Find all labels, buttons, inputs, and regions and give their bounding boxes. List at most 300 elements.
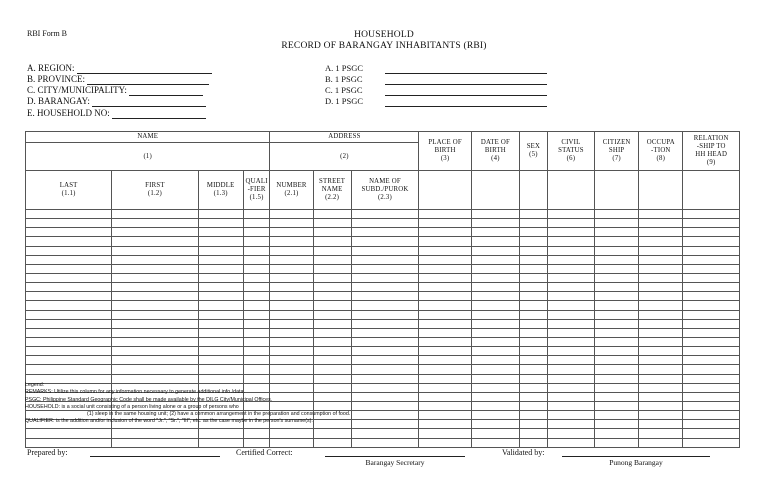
table-cell[interactable]	[419, 264, 471, 273]
table-cell[interactable]	[471, 347, 519, 356]
table-cell[interactable]	[270, 337, 313, 346]
table-cell[interactable]	[270, 237, 313, 246]
table-cell[interactable]	[243, 337, 270, 346]
table-cell[interactable]	[471, 301, 519, 310]
table-cell[interactable]	[471, 401, 519, 410]
table-cell[interactable]	[270, 264, 313, 273]
table-cell[interactable]	[270, 310, 313, 319]
table-cell[interactable]	[198, 210, 243, 219]
table-cell[interactable]	[639, 264, 683, 273]
table-cell[interactable]	[419, 301, 471, 310]
table-cell[interactable]	[595, 429, 639, 438]
table-cell[interactable]	[270, 255, 313, 264]
table-cell[interactable]	[243, 273, 270, 282]
table-cell[interactable]	[595, 365, 639, 374]
barangay-psgc-field[interactable]	[325, 96, 547, 107]
table-cell[interactable]	[639, 219, 683, 228]
table-cell[interactable]	[270, 347, 313, 356]
table-cell[interactable]	[520, 237, 548, 246]
table-cell[interactable]	[520, 411, 548, 420]
table-cell[interactable]	[313, 210, 351, 219]
table-cell[interactable]	[419, 374, 471, 383]
table-cell[interactable]	[471, 411, 519, 420]
table-cell[interactable]	[26, 310, 112, 319]
table-cell[interactable]	[683, 429, 740, 438]
table-cell[interactable]	[270, 356, 313, 365]
table-cell[interactable]	[243, 219, 270, 228]
table-cell[interactable]	[471, 283, 519, 292]
table-cell[interactable]	[595, 411, 639, 420]
table-cell[interactable]	[351, 429, 419, 438]
table-cell[interactable]	[351, 310, 419, 319]
table-cell[interactable]	[112, 228, 198, 237]
table-cell[interactable]	[26, 246, 112, 255]
table-cell[interactable]	[520, 328, 548, 337]
table-cell[interactable]	[683, 356, 740, 365]
table-cell[interactable]	[683, 237, 740, 246]
table-cell[interactable]	[595, 210, 639, 219]
table-cell[interactable]	[112, 319, 198, 328]
table-cell[interactable]	[471, 356, 519, 365]
table-cell[interactable]	[198, 301, 243, 310]
table-cell[interactable]	[520, 301, 548, 310]
table-cell[interactable]	[683, 438, 740, 447]
table-cell[interactable]	[683, 292, 740, 301]
table-cell[interactable]	[243, 301, 270, 310]
region-field[interactable]	[27, 63, 212, 74]
table-cell[interactable]	[520, 429, 548, 438]
table-cell[interactable]	[595, 401, 639, 410]
table-cell[interactable]	[520, 255, 548, 264]
table-cell[interactable]	[595, 337, 639, 346]
table-cell[interactable]	[471, 374, 519, 383]
table-cell[interactable]	[683, 310, 740, 319]
table-cell[interactable]	[313, 301, 351, 310]
table-cell[interactable]	[419, 365, 471, 374]
table-cell[interactable]	[243, 356, 270, 365]
table-cell[interactable]	[547, 264, 594, 273]
table-cell[interactable]	[547, 219, 594, 228]
table-cell[interactable]	[313, 246, 351, 255]
table-cell[interactable]	[419, 411, 471, 420]
table-cell[interactable]	[351, 383, 419, 392]
table-cell[interactable]	[270, 328, 313, 337]
table-cell[interactable]	[639, 210, 683, 219]
table-cell[interactable]	[351, 301, 419, 310]
table-cell[interactable]	[112, 273, 198, 282]
table-cell[interactable]	[547, 429, 594, 438]
table-cell[interactable]	[112, 356, 198, 365]
table-cell[interactable]	[595, 356, 639, 365]
table-cell[interactable]	[639, 292, 683, 301]
table-cell[interactable]	[639, 429, 683, 438]
table-cell[interactable]	[351, 374, 419, 383]
table-cell[interactable]	[683, 347, 740, 356]
table-cell[interactable]	[112, 301, 198, 310]
table-cell[interactable]	[683, 420, 740, 429]
table-cell[interactable]	[471, 429, 519, 438]
table-cell[interactable]	[26, 292, 112, 301]
table-cell[interactable]	[243, 347, 270, 356]
table-cell[interactable]	[419, 337, 471, 346]
table-cell[interactable]	[419, 392, 471, 401]
table-cell[interactable]	[351, 420, 419, 429]
table-cell[interactable]	[471, 365, 519, 374]
table-cell[interactable]	[639, 392, 683, 401]
table-cell[interactable]	[313, 319, 351, 328]
table-cell[interactable]	[351, 392, 419, 401]
table-cell[interactable]	[547, 301, 594, 310]
table-cell[interactable]	[198, 310, 243, 319]
table-cell[interactable]	[419, 228, 471, 237]
table-cell[interactable]	[520, 374, 548, 383]
table-cell[interactable]	[471, 420, 519, 429]
table-cell[interactable]	[198, 273, 243, 282]
table-cell[interactable]	[26, 301, 112, 310]
table-cell[interactable]	[313, 283, 351, 292]
table-cell[interactable]	[270, 438, 313, 447]
table-cell[interactable]	[547, 420, 594, 429]
table-cell[interactable]	[520, 264, 548, 273]
table-cell[interactable]	[419, 273, 471, 282]
table-cell[interactable]	[547, 255, 594, 264]
table-cell[interactable]	[683, 365, 740, 374]
table-cell[interactable]	[112, 246, 198, 255]
table-cell[interactable]	[313, 264, 351, 273]
table-cell[interactable]	[419, 237, 471, 246]
table-cell[interactable]	[547, 374, 594, 383]
table-cell[interactable]	[112, 219, 198, 228]
table-cell[interactable]	[351, 328, 419, 337]
table-cell[interactable]	[595, 392, 639, 401]
table-cell[interactable]	[112, 347, 198, 356]
table-cell[interactable]	[547, 383, 594, 392]
table-cell[interactable]	[547, 273, 594, 282]
table-cell[interactable]	[595, 328, 639, 337]
table-cell[interactable]	[520, 401, 548, 410]
table-cell[interactable]	[639, 420, 683, 429]
table-cell[interactable]	[595, 374, 639, 383]
table-cell[interactable]	[471, 273, 519, 282]
table-cell[interactable]	[471, 255, 519, 264]
table-cell[interactable]	[243, 429, 270, 438]
table-cell[interactable]	[520, 337, 548, 346]
table-cell[interactable]	[471, 219, 519, 228]
certified-correct-line[interactable]	[325, 455, 465, 457]
table-cell[interactable]	[26, 273, 112, 282]
table-cell[interactable]	[547, 292, 594, 301]
table-cell[interactable]	[520, 319, 548, 328]
table-cell[interactable]	[683, 219, 740, 228]
city-municipality-field[interactable]	[27, 85, 203, 96]
table-cell[interactable]	[683, 301, 740, 310]
table-cell[interactable]	[520, 365, 548, 374]
table-cell[interactable]	[419, 429, 471, 438]
table-cell[interactable]	[243, 319, 270, 328]
region-psgc-field[interactable]	[325, 63, 547, 74]
table-cell[interactable]	[351, 219, 419, 228]
table-cell[interactable]	[313, 255, 351, 264]
table-cell[interactable]	[595, 264, 639, 273]
table-cell[interactable]	[639, 401, 683, 410]
table-cell[interactable]	[683, 283, 740, 292]
table-cell[interactable]	[198, 319, 243, 328]
table-cell[interactable]	[198, 228, 243, 237]
table-cell[interactable]	[683, 374, 740, 383]
table-cell[interactable]	[198, 438, 243, 447]
table-cell[interactable]	[520, 392, 548, 401]
table-cell[interactable]	[639, 301, 683, 310]
table-cell[interactable]	[639, 347, 683, 356]
table-cell[interactable]	[639, 356, 683, 365]
table-cell[interactable]	[683, 392, 740, 401]
table-cell[interactable]	[595, 292, 639, 301]
table-cell[interactable]	[270, 365, 313, 374]
table-cell[interactable]	[26, 429, 112, 438]
table-cell[interactable]	[26, 219, 112, 228]
table-cell[interactable]	[471, 210, 519, 219]
table-cell[interactable]	[419, 319, 471, 328]
table-cell[interactable]	[419, 219, 471, 228]
table-cell[interactable]	[198, 264, 243, 273]
table-cell[interactable]	[639, 383, 683, 392]
table-cell[interactable]	[198, 328, 243, 337]
table-cell[interactable]	[351, 264, 419, 273]
table-cell[interactable]	[198, 255, 243, 264]
table-cell[interactable]	[313, 310, 351, 319]
table-cell[interactable]	[595, 255, 639, 264]
table-cell[interactable]	[26, 365, 112, 374]
table-cell[interactable]	[313, 429, 351, 438]
table-cell[interactable]	[471, 328, 519, 337]
table-cell[interactable]	[198, 347, 243, 356]
table-cell[interactable]	[26, 264, 112, 273]
table-cell[interactable]	[313, 356, 351, 365]
table-cell[interactable]	[683, 319, 740, 328]
table-cell[interactable]	[547, 347, 594, 356]
table-cell[interactable]	[198, 246, 243, 255]
table-cell[interactable]	[520, 383, 548, 392]
table-cell[interactable]	[683, 273, 740, 282]
table-cell[interactable]	[595, 237, 639, 246]
table-cell[interactable]	[683, 328, 740, 337]
prepared-by-line[interactable]	[90, 455, 220, 457]
table-cell[interactable]	[595, 246, 639, 255]
table-cell[interactable]	[351, 237, 419, 246]
table-cell[interactable]	[26, 438, 112, 447]
table-cell[interactable]	[243, 210, 270, 219]
table-cell[interactable]	[26, 255, 112, 264]
table-cell[interactable]	[471, 310, 519, 319]
table-cell[interactable]	[520, 347, 548, 356]
table-cell[interactable]	[243, 283, 270, 292]
table-cell[interactable]	[112, 438, 198, 447]
table-cell[interactable]	[683, 210, 740, 219]
table-cell[interactable]	[471, 264, 519, 273]
table-cell[interactable]	[471, 392, 519, 401]
table-cell[interactable]	[198, 283, 243, 292]
table-cell[interactable]	[595, 301, 639, 310]
table-cell[interactable]	[639, 273, 683, 282]
table-cell[interactable]	[595, 273, 639, 282]
table-cell[interactable]	[270, 301, 313, 310]
table-cell[interactable]	[547, 283, 594, 292]
table-cell[interactable]	[351, 347, 419, 356]
table-cell[interactable]	[639, 237, 683, 246]
table-cell[interactable]	[112, 365, 198, 374]
table-cell[interactable]	[112, 337, 198, 346]
table-cell[interactable]	[112, 255, 198, 264]
table-cell[interactable]	[547, 310, 594, 319]
table-cell[interactable]	[520, 420, 548, 429]
table-cell[interactable]	[243, 246, 270, 255]
table-cell[interactable]	[313, 228, 351, 237]
table-cell[interactable]	[243, 310, 270, 319]
table-cell[interactable]	[595, 310, 639, 319]
table-cell[interactable]	[471, 292, 519, 301]
table-cell[interactable]	[26, 319, 112, 328]
table-cell[interactable]	[351, 356, 419, 365]
table-cell[interactable]	[639, 283, 683, 292]
table-cell[interactable]	[419, 328, 471, 337]
table-cell[interactable]	[520, 219, 548, 228]
table-cell[interactable]	[595, 228, 639, 237]
table-cell[interactable]	[520, 283, 548, 292]
table-cell[interactable]	[351, 255, 419, 264]
table-cell[interactable]	[313, 237, 351, 246]
table-cell[interactable]	[419, 356, 471, 365]
table-cell[interactable]	[547, 246, 594, 255]
table-cell[interactable]	[547, 337, 594, 346]
table-cell[interactable]	[351, 319, 419, 328]
table-cell[interactable]	[419, 347, 471, 356]
table-cell[interactable]	[419, 401, 471, 410]
table-cell[interactable]	[547, 438, 594, 447]
table-cell[interactable]	[520, 246, 548, 255]
table-cell[interactable]	[243, 264, 270, 273]
table-cell[interactable]	[639, 310, 683, 319]
table-cell[interactable]	[683, 228, 740, 237]
table-cell[interactable]	[520, 292, 548, 301]
table-cell[interactable]	[595, 319, 639, 328]
table-cell[interactable]	[639, 337, 683, 346]
table-cell[interactable]	[112, 328, 198, 337]
table-cell[interactable]	[639, 319, 683, 328]
table-cell[interactable]	[683, 255, 740, 264]
table-cell[interactable]	[26, 237, 112, 246]
table-cell[interactable]	[243, 255, 270, 264]
table-cell[interactable]	[313, 219, 351, 228]
table-cell[interactable]	[270, 319, 313, 328]
table-cell[interactable]	[471, 438, 519, 447]
table-cell[interactable]	[243, 228, 270, 237]
table-cell[interactable]	[351, 401, 419, 410]
table-cell[interactable]	[112, 292, 198, 301]
table-cell[interactable]	[683, 383, 740, 392]
table-cell[interactable]	[112, 264, 198, 273]
table-cell[interactable]	[595, 438, 639, 447]
table-cell[interactable]	[547, 237, 594, 246]
table-cell[interactable]	[520, 210, 548, 219]
table-cell[interactable]	[351, 273, 419, 282]
table-cell[interactable]	[270, 273, 313, 282]
table-cell[interactable]	[639, 255, 683, 264]
table-cell[interactable]	[112, 310, 198, 319]
table-cell[interactable]	[595, 283, 639, 292]
household-no-field[interactable]	[27, 108, 206, 119]
table-cell[interactable]	[313, 347, 351, 356]
table-cell[interactable]	[471, 237, 519, 246]
table-cell[interactable]	[419, 210, 471, 219]
table-cell[interactable]	[243, 292, 270, 301]
table-cell[interactable]	[351, 337, 419, 346]
table-cell[interactable]	[547, 411, 594, 420]
table-cell[interactable]	[683, 337, 740, 346]
table-cell[interactable]	[270, 246, 313, 255]
table-cell[interactable]	[198, 365, 243, 374]
table-cell[interactable]	[270, 228, 313, 237]
table-cell[interactable]	[26, 328, 112, 337]
table-cell[interactable]	[520, 228, 548, 237]
table-cell[interactable]	[313, 438, 351, 447]
table-cell[interactable]	[270, 219, 313, 228]
table-cell[interactable]	[351, 246, 419, 255]
table-cell[interactable]	[520, 438, 548, 447]
table-cell[interactable]	[112, 210, 198, 219]
province-field[interactable]	[27, 74, 209, 85]
table-cell[interactable]	[520, 273, 548, 282]
table-cell[interactable]	[313, 365, 351, 374]
table-cell[interactable]	[547, 392, 594, 401]
table-cell[interactable]	[351, 365, 419, 374]
table-cell[interactable]	[243, 365, 270, 374]
table-cell[interactable]	[270, 210, 313, 219]
table-cell[interactable]	[351, 292, 419, 301]
table-cell[interactable]	[471, 228, 519, 237]
table-cell[interactable]	[419, 255, 471, 264]
table-cell[interactable]	[351, 411, 419, 420]
table-cell[interactable]	[639, 438, 683, 447]
table-cell[interactable]	[471, 337, 519, 346]
table-cell[interactable]	[419, 438, 471, 447]
table-cell[interactable]	[419, 292, 471, 301]
table-cell[interactable]	[313, 273, 351, 282]
table-cell[interactable]	[683, 246, 740, 255]
table-cell[interactable]	[595, 347, 639, 356]
table-cell[interactable]	[26, 347, 112, 356]
table-cell[interactable]	[419, 420, 471, 429]
table-cell[interactable]	[198, 429, 243, 438]
table-cell[interactable]	[471, 383, 519, 392]
table-cell[interactable]	[471, 246, 519, 255]
table-cell[interactable]	[313, 292, 351, 301]
table-cell[interactable]	[683, 264, 740, 273]
table-cell[interactable]	[595, 420, 639, 429]
table-cell[interactable]	[595, 219, 639, 228]
table-cell[interactable]	[26, 210, 112, 219]
table-cell[interactable]	[419, 246, 471, 255]
table-cell[interactable]	[351, 438, 419, 447]
validated-by-line[interactable]	[562, 455, 710, 457]
table-cell[interactable]	[547, 319, 594, 328]
table-cell[interactable]	[198, 356, 243, 365]
table-cell[interactable]	[639, 374, 683, 383]
table-cell[interactable]	[198, 237, 243, 246]
table-cell[interactable]	[198, 219, 243, 228]
table-cell[interactable]	[112, 429, 198, 438]
table-cell[interactable]	[547, 365, 594, 374]
table-cell[interactable]	[26, 356, 112, 365]
